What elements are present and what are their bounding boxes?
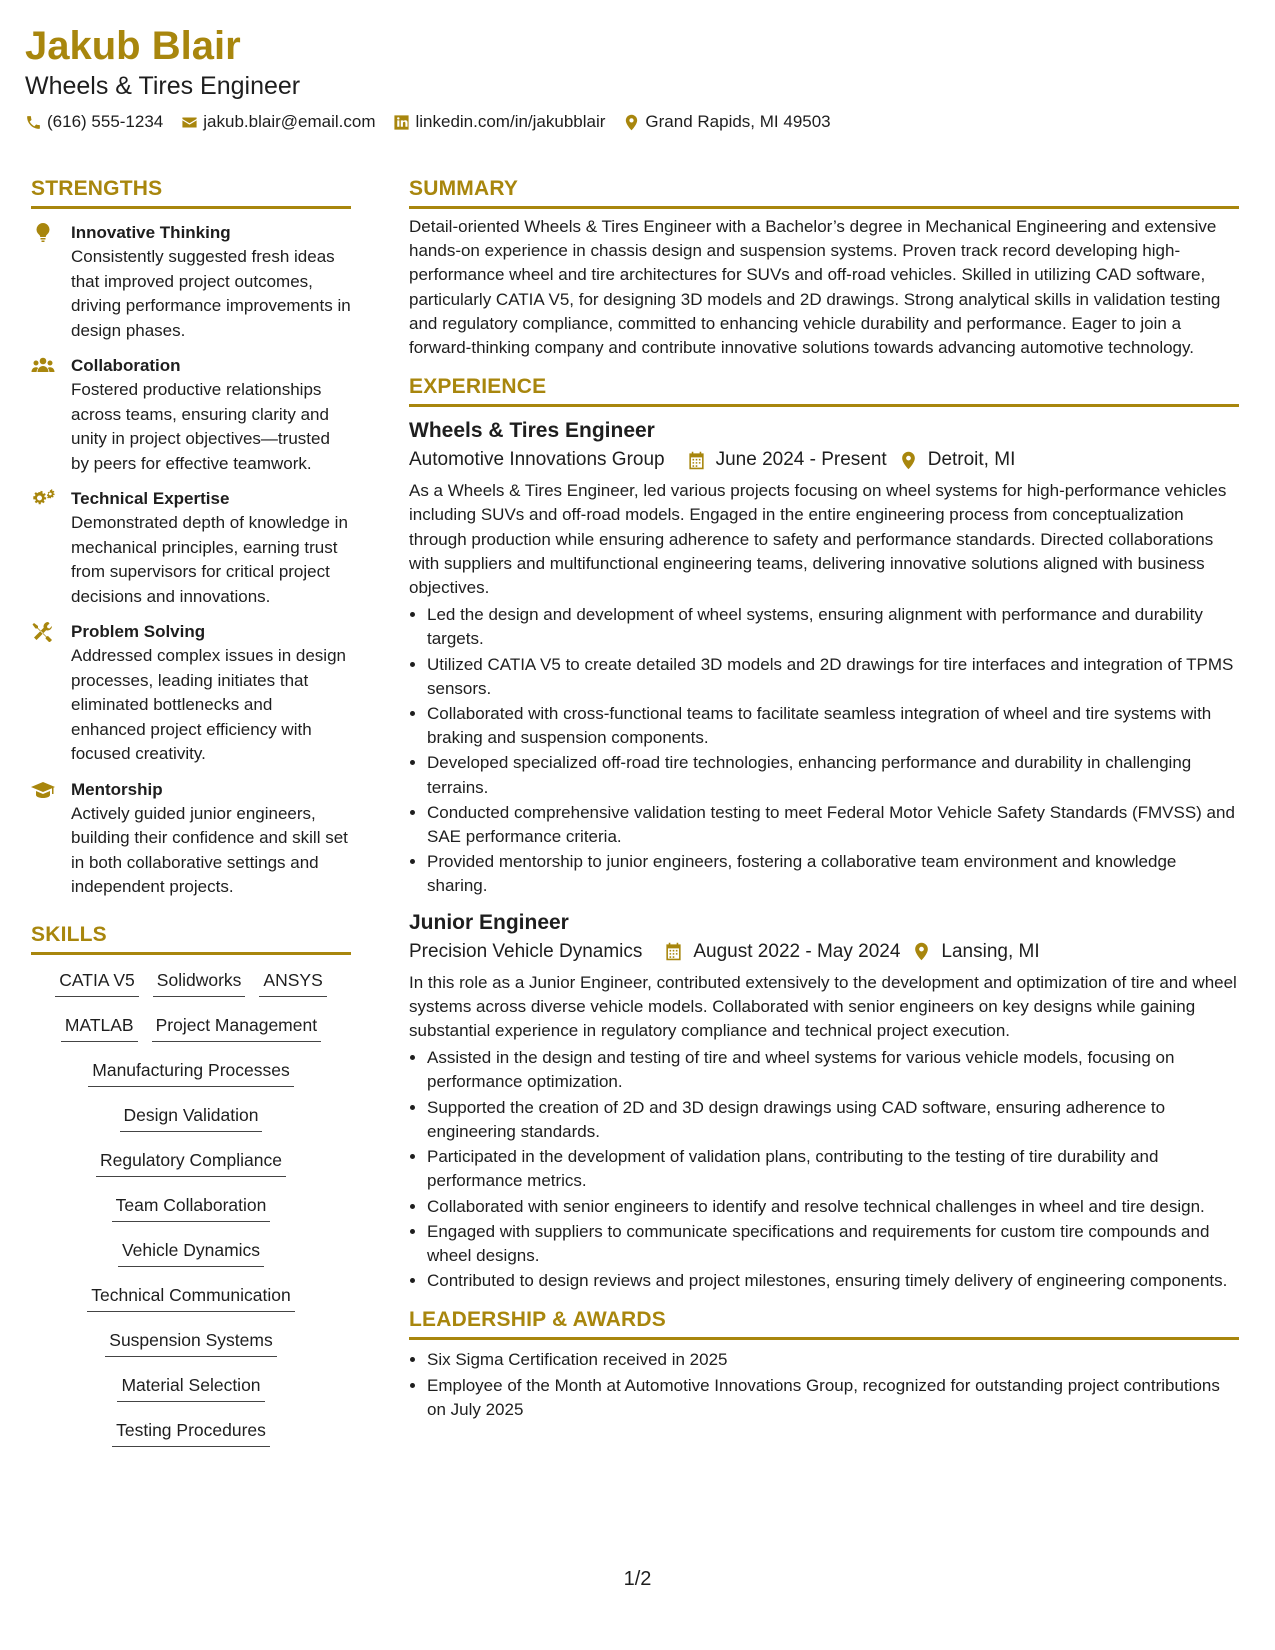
tools-icon — [31, 622, 55, 642]
contact-bar — [25, 112, 1250, 132]
skills-row — [31, 1147, 351, 1192]
list-item: • Collaborated with senior engineers to identify and resolve technical challenges in wheel and tire design. — [427, 1195, 1239, 1219]
map-pin-icon — [623, 114, 640, 131]
strength-item — [31, 221, 351, 343]
job-description: In this role as a Junior Engineer, contributed extensively to the development and optimization of tire and wheel systems across diverse vehicle models. Collaborated with senior engineers on key designs while gaining substantial experience in regulatory compliance and technical project execution. — [409, 972, 1237, 1041]
skill-tag: Regulatory Compliance — [96, 1147, 286, 1177]
skills-row — [31, 1102, 351, 1147]
skills-row — [31, 967, 351, 1012]
contact-email[interactable] — [181, 112, 375, 132]
strength-item — [31, 354, 351, 476]
phone-text: (616) 555-1234 — [47, 112, 164, 131]
skill-tag: Technical Communication — [87, 1282, 294, 1312]
skills-row — [31, 1237, 351, 1282]
candidate-name: Jakub Blair — [25, 24, 241, 68]
list-item: • Employee of the Month at Automotive Innovations Group, recognized for outstanding project contributions on July 2025 — [427, 1374, 1239, 1422]
skills-row — [31, 1372, 351, 1417]
skill-tag: Solidworks — [153, 967, 246, 997]
leadership-heading: LEADERSHIP & AWARDS — [409, 1307, 1239, 1340]
skill-tag: ANSYS — [259, 967, 326, 997]
skill-tag: CATIA V5 — [55, 967, 139, 997]
list-item: • Participated in the development of validation plans, contributing to the testing of tire durability and performance metrics. — [427, 1145, 1239, 1193]
phone-icon — [25, 114, 42, 131]
resume-header — [25, 22, 1250, 132]
skill-tag: Vehicle Dynamics — [118, 1237, 264, 1267]
strengths-heading: STRENGTHS — [31, 176, 351, 209]
strength-title: Problem Solving — [71, 622, 206, 641]
job-company: Automotive Innovations Group — [409, 449, 665, 471]
skills-row — [31, 1192, 351, 1237]
list-item: • Developed specialized off-road tire technologies, enhancing performance and durability in challenging terrains. — [427, 751, 1239, 799]
calendar-icon — [687, 451, 706, 470]
skills-row — [31, 1057, 351, 1102]
job-meta — [409, 447, 1239, 473]
skill-tag: Project Management — [152, 1012, 321, 1042]
contact-location — [623, 112, 830, 132]
skills-row — [31, 1282, 351, 1327]
lightbulb-icon — [31, 223, 55, 243]
skill-tag: MATLAB — [61, 1012, 138, 1042]
job-bullets — [409, 1046, 1239, 1293]
job-company: Precision Vehicle Dynamics — [409, 940, 643, 962]
strength-title: Innovative Thinking — [71, 223, 231, 242]
strength-item — [31, 620, 351, 767]
page-number: 1/2 — [623, 1568, 652, 1590]
list-item: • Supported the creation of 2D and 3D design drawings using CAD software, ensuring adherence to engineering standards. — [427, 1096, 1239, 1144]
linkedin-text[interactable]: linkedin.com/in/jakubblair — [415, 112, 606, 131]
skill-tag: Testing Procedures — [112, 1417, 270, 1447]
contact-linkedin[interactable] — [393, 112, 605, 132]
gears-icon — [31, 489, 55, 509]
right-column — [409, 176, 1239, 1423]
calendar-icon — [664, 942, 683, 961]
list-item: • Utilized CATIA V5 to create detailed 3D models and 2D drawings for tire interfaces and integration of TPMS sensors. — [427, 653, 1239, 701]
list-item: • Six Sigma Certification received in 2025 — [427, 1348, 1239, 1372]
skill-tag: Material Selection — [117, 1372, 264, 1402]
strength-desc: Addressed complex issues in design processes, leading initiates that eliminated bottlenecks and enhanced project efficiency with focused creativity. — [71, 646, 346, 763]
strength-desc: Consistently suggested fresh ideas that improved project outcomes, driving performance improvements in design phases. — [71, 247, 351, 340]
job-dates: June 2024 - Present — [715, 449, 887, 471]
strength-title: Collaboration — [71, 356, 181, 375]
job-location: Detroit, MI — [927, 449, 1016, 471]
job-entry — [409, 909, 1239, 1294]
skills-row — [31, 1012, 351, 1057]
experience-heading: EXPERIENCE — [409, 374, 1239, 407]
map-pin-icon — [899, 451, 918, 470]
list-item: • Led the design and development of wheel systems, ensuring alignment with performance and durability targets. — [427, 603, 1239, 651]
map-pin-icon — [912, 942, 931, 961]
skill-tag: Design Validation — [120, 1102, 263, 1132]
skill-tag: Manufacturing Processes — [88, 1057, 293, 1087]
skills-row — [31, 1327, 351, 1372]
skills-heading: SKILLS — [31, 922, 351, 955]
job-dates: August 2022 - May 2024 — [693, 940, 901, 962]
strength-item — [31, 487, 351, 609]
list-item: • Collaborated with cross-functional teams to facilitate seamless integration of wheel and tire systems with braking and suspension components. — [427, 702, 1239, 750]
job-location: Lansing, MI — [941, 940, 1040, 962]
candidate-title: Wheels & Tires Engineer — [25, 72, 301, 100]
strength-item — [31, 778, 351, 900]
strength-title: Technical Expertise — [71, 489, 230, 508]
strength-desc: Demonstrated depth of knowledge in mechanical principles, earning trust from supervisors for critical project decisions and innovations. — [71, 513, 348, 606]
skills-row — [31, 1417, 351, 1462]
email-text[interactable]: jakub.blair@email.com — [203, 112, 376, 131]
envelope-icon — [181, 114, 198, 131]
graduation-cap-icon — [31, 780, 55, 800]
strength-desc: Fostered productive relationships across teams, ensuring clarity and unity in project objectives—trusted by peers for effective teamwork. — [71, 380, 330, 473]
left-column — [31, 176, 351, 1462]
leadership-list — [409, 1348, 1239, 1422]
contact-phone — [25, 112, 163, 132]
skill-tag: Suspension Systems — [105, 1327, 276, 1357]
location-text: Grand Rapids, MI 49503 — [645, 112, 831, 131]
skill-tag: Team Collaboration — [112, 1192, 271, 1222]
list-item: • Contributed to design reviews and project milestones, ensuring timely delivery of engineering components. — [427, 1269, 1239, 1293]
list-item: • Assisted in the design and testing of tire and wheel systems for various vehicle models, focusing on performance optimization. — [427, 1046, 1239, 1094]
list-item: • Conducted comprehensive validation testing to meet Federal Motor Vehicle Safety Standards (FMVSS) and SAE performance criteria. — [427, 801, 1239, 849]
summary-text: Detail-oriented Wheels & Tires Engineer with a Bachelor’s degree in Mechanical Engineering and extensive hands-on experience in chassis design and suspension systems. Proven track record developing high-performance wheel and tire architectures for SUVs and off-road vehicles. Skilled in utilizing CAD software, particularly CATIA V5, for designing 3D models and 2D drawings. Strong analytical skills in validation testing and regulatory compliance, committed to enhancing vehicle durability and performance. Eager to join a forward-thinking company and contribute innovative solutions towards advancing automotive technology. — [409, 217, 1221, 358]
job-meta — [409, 939, 1239, 965]
job-description: As a Wheels & Tires Engineer, led various projects focusing on wheel systems for high-performance vehicles including SUVs and off-road models. Engaged in the entire engineering process from conceptualization through production while ensuring adherence to safety and performance standards. Directed collaborations with suppliers and multifunctional engineering teams, delivering innovative solutions aligned with business objectives. — [409, 481, 1227, 598]
job-bullets — [409, 603, 1239, 898]
strength-title: Mentorship — [71, 779, 163, 799]
list-item: • Provided mentorship to junior engineers, fostering a collaborative team environment and knowledge sharing. — [427, 850, 1239, 898]
job-entry — [409, 417, 1239, 898]
summary-heading: SUMMARY — [409, 176, 1239, 209]
users-icon — [31, 356, 55, 376]
job-title: Wheels & Tires Engineer — [409, 419, 655, 443]
job-title: Junior Engineer — [409, 910, 569, 934]
list-item: • Engaged with suppliers to communicate specifications and requirements for custom tire compounds and wheel designs. — [427, 1220, 1239, 1268]
linkedin-icon — [393, 114, 410, 131]
strength-desc: Actively guided junior engineers, building their confidence and skill set in both collaborative settings and independent projects. — [71, 803, 348, 896]
skills-list — [31, 967, 351, 1462]
